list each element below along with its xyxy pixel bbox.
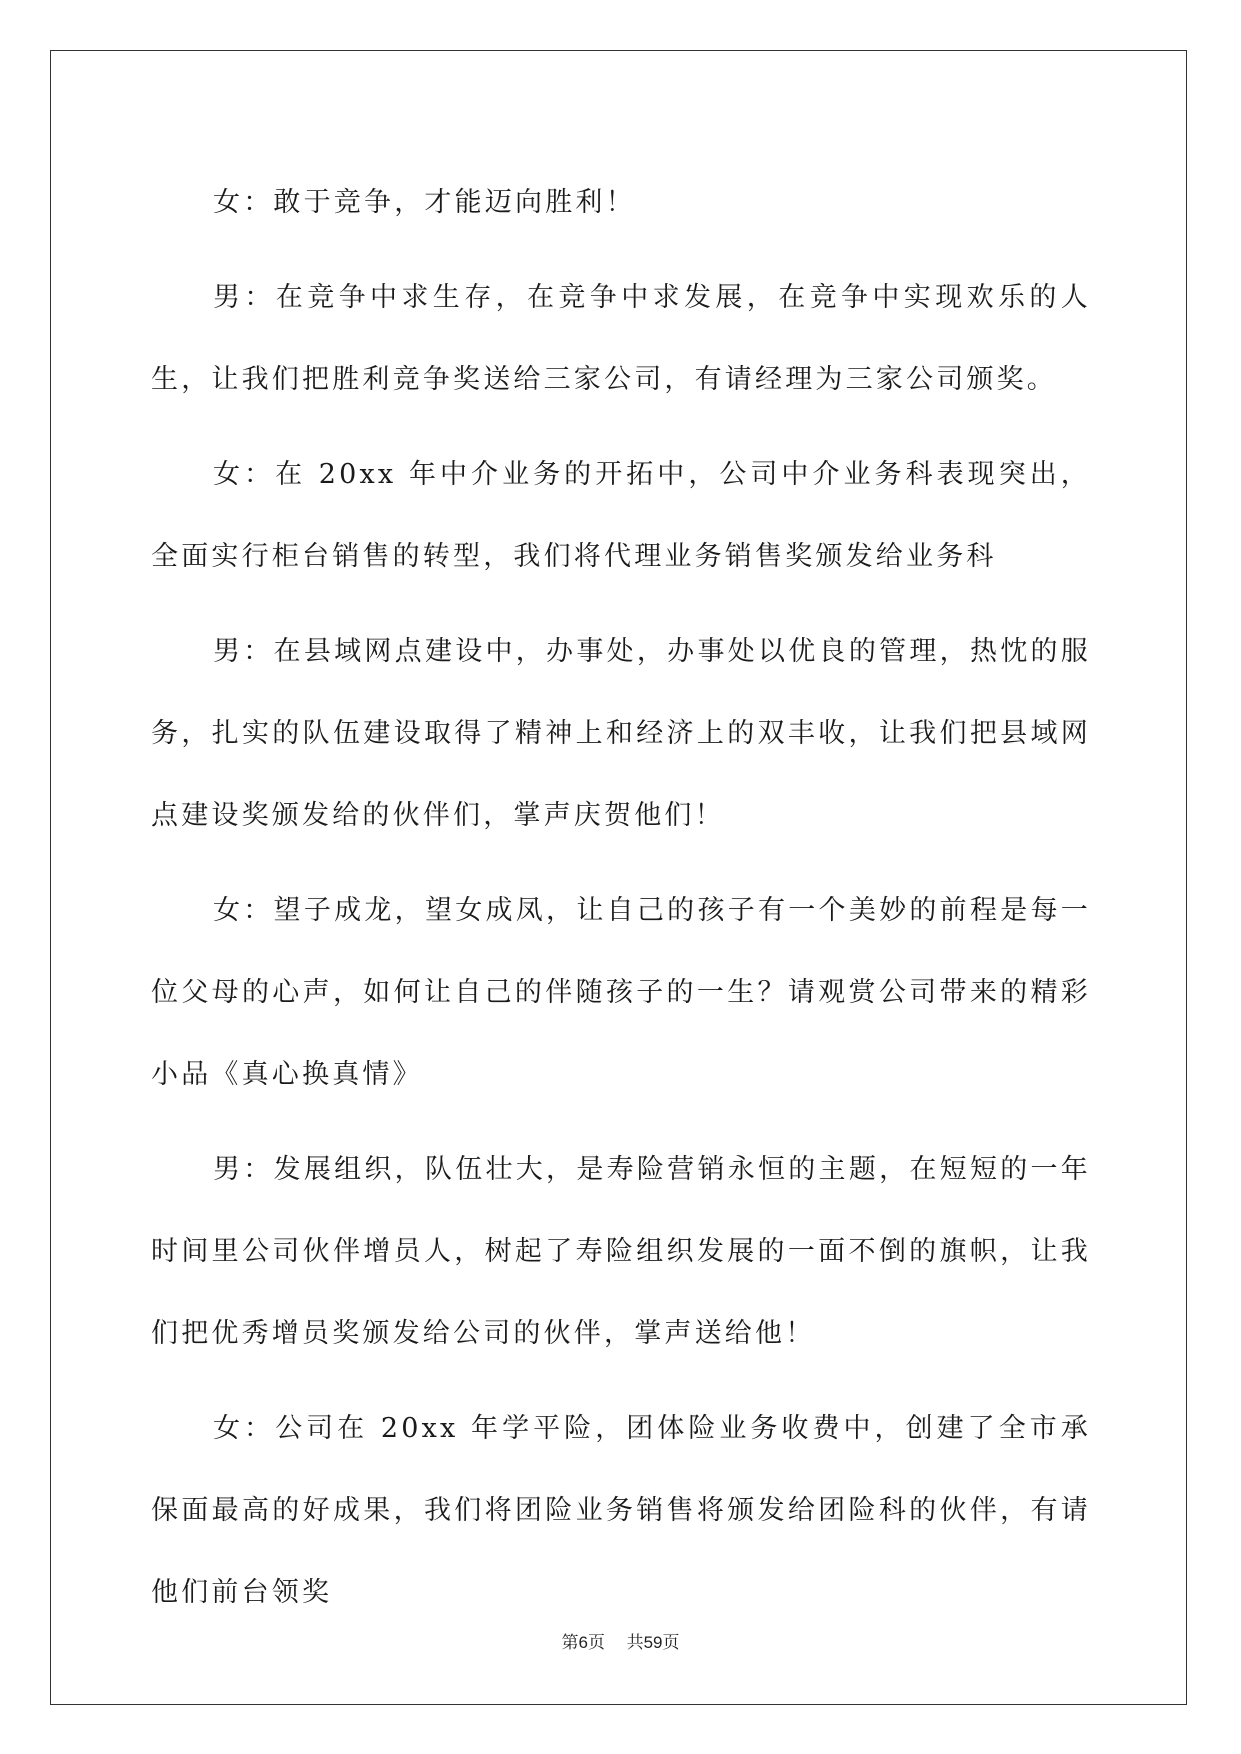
total-suffix: 页 [662,1633,680,1653]
page-current: 6 [578,1633,588,1652]
paragraph: 男：发展组织，队伍壮大，是寿险营销永恒的主题，在短短的一年时间里公司伙伴增员人，树起了寿险组织发展的一面不倒的旗帜，让我们把优秀增员奖颁发给公司的伙伴，掌声送给他！ [151,1154,1091,1349]
page-suffix: 页 [587,1633,605,1653]
total-prefix: 共 [626,1633,644,1653]
paragraph: 男：在竞争中求生存，在竞争中求发展，在竞争中实现欢乐的人生，让我们把胜利竞争奖送给三家公司，有请经理为三家公司颁奖。 [151,282,1091,395]
paragraph: 男：在县域网点建设中，办事处，办事处以优良的管理，热忱的服务，扎实的队伍建设取得了精神上和经济上的双丰收，让我们把县域网点建设奖颁发给的伙伴们，掌声庆贺他们！ [151,636,1091,831]
paragraph: 女：公司在 20xx 年学平险，团体险业务收费中，创建了全市承保面最高的好成果，我们将团险业务销售将颁发给团险科的伙伴，有请他们前台领奖 [151,1413,1091,1608]
page-footer [0,1628,1241,1653]
paragraph: 女：在 20xx 年中介业务的开拓中，公司中介业务科表现突出，全面实行柜台销售的转型，我们将代理业务销售奖颁发给业务科 [151,459,1091,572]
page-prefix: 第 [561,1633,579,1653]
document-body [151,162,1091,1647]
paragraph: 女：望子成龙，望女成凤，让自己的孩子有一个美妙的前程是每一位父母的心声，如何让自己的伴随孩子的一生？请观赏公司带来的精彩小品《真心换真情》 [151,895,1091,1090]
paragraph: 女：敢于竞争，才能迈向胜利！ [213,187,636,218]
page-total: 59 [643,1633,663,1652]
